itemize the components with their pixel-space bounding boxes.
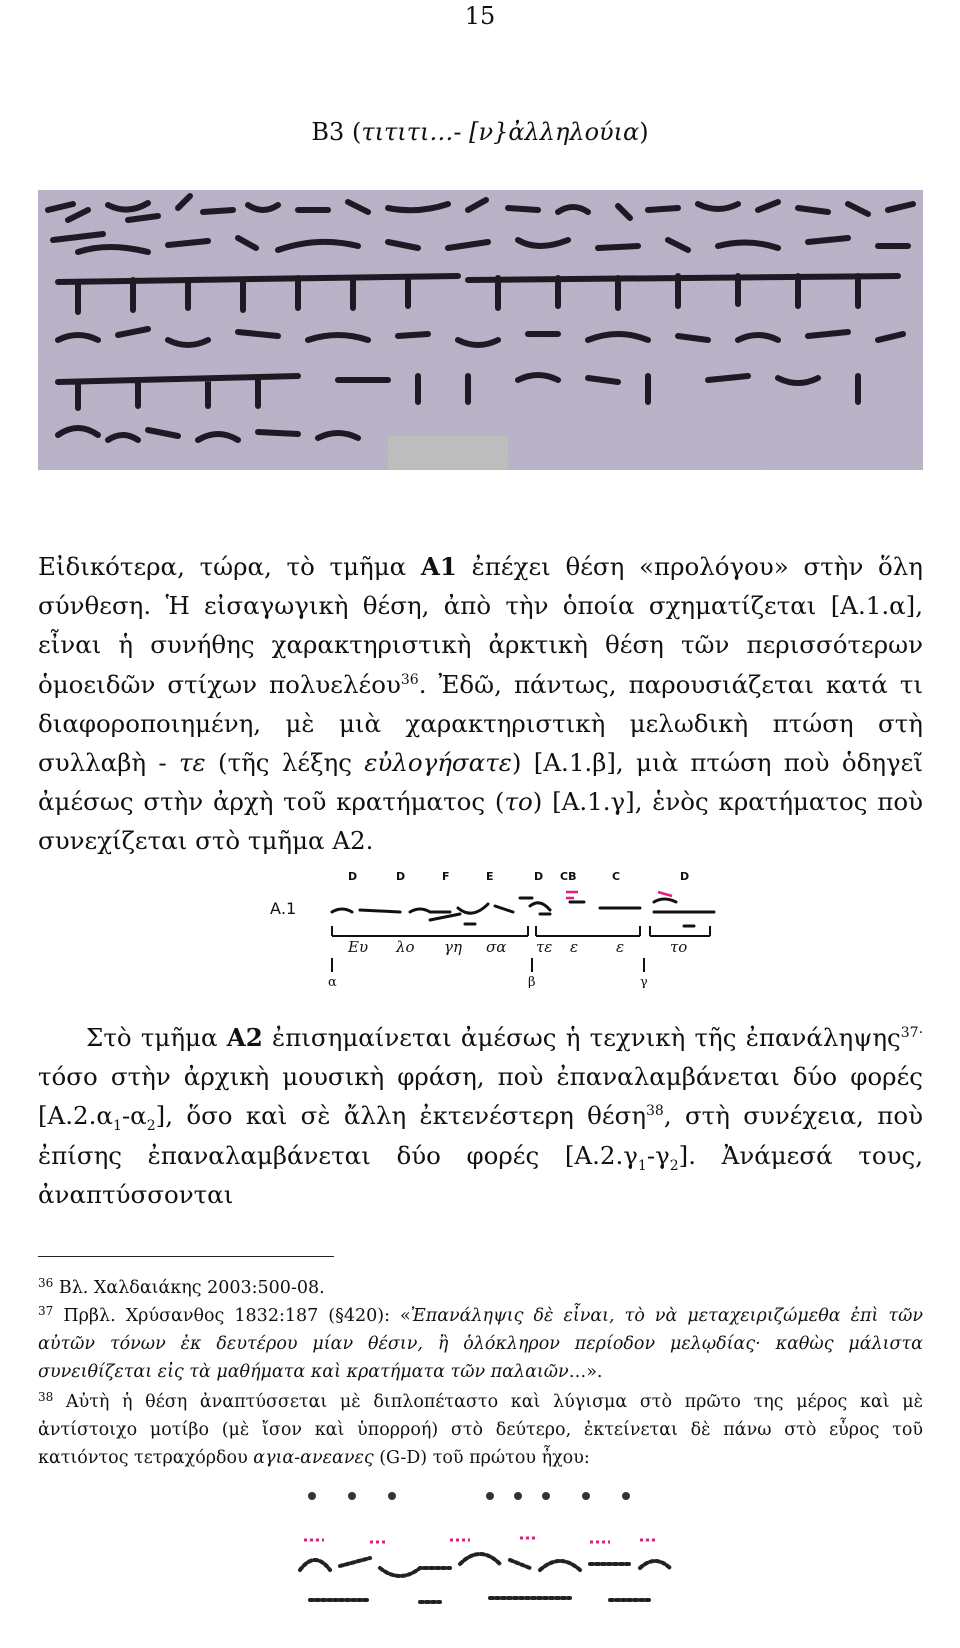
italic-term: τε xyxy=(178,748,206,778)
footnote-ref-36[interactable]: 36 xyxy=(400,671,419,688)
syllable: Ευ xyxy=(348,938,369,956)
heading-code: Β3 xyxy=(311,118,345,146)
text-run: , στὴ συνέχεια, ποὺ ἐπίσης ἐπαναλαμβάνεται δύο φορές [Α.2.γ xyxy=(38,1101,923,1170)
italic-term: εὐλογήσατε xyxy=(364,748,512,778)
marker-ticks xyxy=(332,958,644,972)
text-run: ἐπισημαίνεται ἀμέσως ἡ τεχνικὴ τῆς ἐπανάληψης xyxy=(262,1023,901,1052)
text-run: ) [Α.1.γ], ἑνὸς κρατήματος ποὺ συνεχίζεται στὸ τμῆμα Α2. xyxy=(38,787,924,856)
marker-label: α xyxy=(328,975,337,988)
notation-example-bottom xyxy=(290,1480,690,1630)
footnote-text: Βλ. Χαλδαιάκης 2003:500-08. xyxy=(53,1278,325,1298)
syllable: ε xyxy=(570,938,579,956)
marker-label: γ xyxy=(640,975,648,988)
heading-open: ( xyxy=(344,118,362,146)
paragraph-section-a2 xyxy=(38,1018,923,1214)
heading-bracket: [ν} xyxy=(461,118,509,146)
footnote-ref-37[interactable]: 37· xyxy=(900,1024,924,1041)
subscript: 1 xyxy=(637,1157,647,1174)
pitch-letter: C xyxy=(612,870,621,883)
pitch-letter: E xyxy=(486,870,494,883)
syllable: σα xyxy=(486,938,507,956)
footnote-text: (G-D) τοῦ πρώτου ἦχου: xyxy=(373,1448,590,1468)
text-run: (τῆς λέξης xyxy=(205,748,365,778)
text-run: ) [Α.1.β], μιὰ πτώση ποὺ ὁδηγεῖ ἀμέσως στὴν ἀρχὴ τοῦ κρατήματος ( xyxy=(38,748,923,817)
text-run: τόσο στὴν ἀρχικὴ μουσικὴ φράση, ποὺ ἐπαναλαμβάνεται δύο φορές [Α.2.α xyxy=(38,1062,923,1131)
text-run: ], ὅσο καὶ σὲ ἄλλη ἐκτενέστερη θέση xyxy=(155,1101,646,1131)
footnote-text: …». xyxy=(568,1362,603,1382)
paragraph-section-a1 xyxy=(38,547,923,861)
subscript: 1 xyxy=(112,1118,122,1135)
syllable: τε xyxy=(536,938,553,956)
marker-label: β xyxy=(528,975,536,988)
syllable: λο xyxy=(396,938,415,956)
text-run: Στὸ τμῆμα xyxy=(86,1023,227,1052)
syllable: ε xyxy=(616,938,625,956)
pitch-letter: CB xyxy=(560,870,577,883)
manuscript-image xyxy=(38,190,923,470)
subscript: 2 xyxy=(146,1118,156,1135)
text-run: -α xyxy=(121,1101,147,1131)
footnote-38 xyxy=(38,1388,923,1472)
section-heading xyxy=(0,118,960,146)
heading-syllables: τιτιτι…- xyxy=(361,118,462,146)
footnote-36 xyxy=(38,1274,923,1302)
footnote-number: 36 xyxy=(38,1276,54,1290)
footnote-number: 37 xyxy=(38,1304,54,1318)
footnote-text: Πρβλ. Χρύσανθος 1832:187 (§420): « xyxy=(53,1306,411,1326)
notation-top-marks xyxy=(308,1492,630,1500)
bold-term: Α2 xyxy=(226,1023,263,1052)
italic-term: αγια-ανεανες xyxy=(253,1448,374,1468)
text-run: ]. Ἀνάμεσά τους, ἀναπτύσσονται xyxy=(38,1140,923,1209)
pitch-letter: F xyxy=(442,870,450,883)
subscript: 2 xyxy=(669,1157,679,1174)
text-run: Εἰδικότερα, τώρα, τὸ τμῆμα xyxy=(38,552,421,581)
manuscript-notation-strokes xyxy=(38,190,923,470)
page-number: 15 xyxy=(464,2,496,30)
syllable: το xyxy=(670,938,688,956)
bold-term: Α1 xyxy=(420,552,457,581)
diagram-label: Α.1 xyxy=(270,899,297,918)
heading-close: ) xyxy=(639,118,649,146)
text-run: ἐπέχει θέση «προλόγου» στὴν ὅλη σύνθεση. Ἡ εἰσαγωγικὴ θέση, ἀπὸ τὴν ὁποία σχηματίζεται [Α.1.α], εἶναι ἡ συνήθης χαρακτηριστικὴ ἀρκτικὴ θέση τῶν περισσότερων ὁμοειδῶν στίχων πολυελέου xyxy=(38,552,923,699)
footnote-quote: Ἐπανάληψις δὲ εἶναι, τὸ νὰ μεταχειριζώμεθα ἐπὶ τῶν αὐτῶν τόνων ἐκ δευτέρου μίαν θέσιν, ἢ ὁλόκληρον περίοδον μελῳδίας· καθὼς μάλιστα συνειθίζεται εἰς τὰ μαθήματα καὶ κρατήματα τῶν παλαιῶν xyxy=(38,1306,923,1382)
pitch-letter: D xyxy=(396,870,406,883)
footnote-separator xyxy=(38,1256,334,1257)
notation-highlight-marks xyxy=(304,1538,658,1542)
footnote-ref-38[interactable]: 38 xyxy=(646,1103,664,1120)
italic-term: το xyxy=(504,787,533,817)
pitch-letter: D xyxy=(348,870,358,883)
footnote-text: Αὐτὴ ἡ θέση ἀναπτύσσεται μὲ διπλοπέταστο καὶ λύγισμα στὸ πρῶτο της μέρος καὶ μὲ ἀντίστοιχο μοτίβο (μὲ ἴσον καὶ ὑπορροή) στὸ δεύτερο, ἐκτείνεται δὲ πάνω στὸ εὖρος τοῦ κατιόντος τετραχόρδου xyxy=(38,1392,923,1468)
neume-strokes xyxy=(332,898,714,926)
text-run: . Ἐδῶ, πάντως, παρουσιάζεται κατά τι διαφοροποιημένη, μὲ μιὰ χαρακτηριστικὴ μελωδικὴ πτώση στὴ συλλαβὴ - xyxy=(38,669,924,778)
notation-neumes xyxy=(300,1554,670,1602)
syllable: γη xyxy=(444,938,462,956)
heading-word: ἀλληλούια xyxy=(508,118,640,146)
neume-highlight-marks xyxy=(566,892,672,898)
pitch-letter: D xyxy=(680,870,690,883)
notation-diagram-a1 xyxy=(270,868,750,988)
footnote-number: 38 xyxy=(38,1390,54,1404)
text-run: -γ xyxy=(646,1140,670,1170)
footnote-37 xyxy=(38,1302,923,1386)
bracket-lines xyxy=(332,926,710,936)
pitch-letter: D xyxy=(534,870,544,883)
